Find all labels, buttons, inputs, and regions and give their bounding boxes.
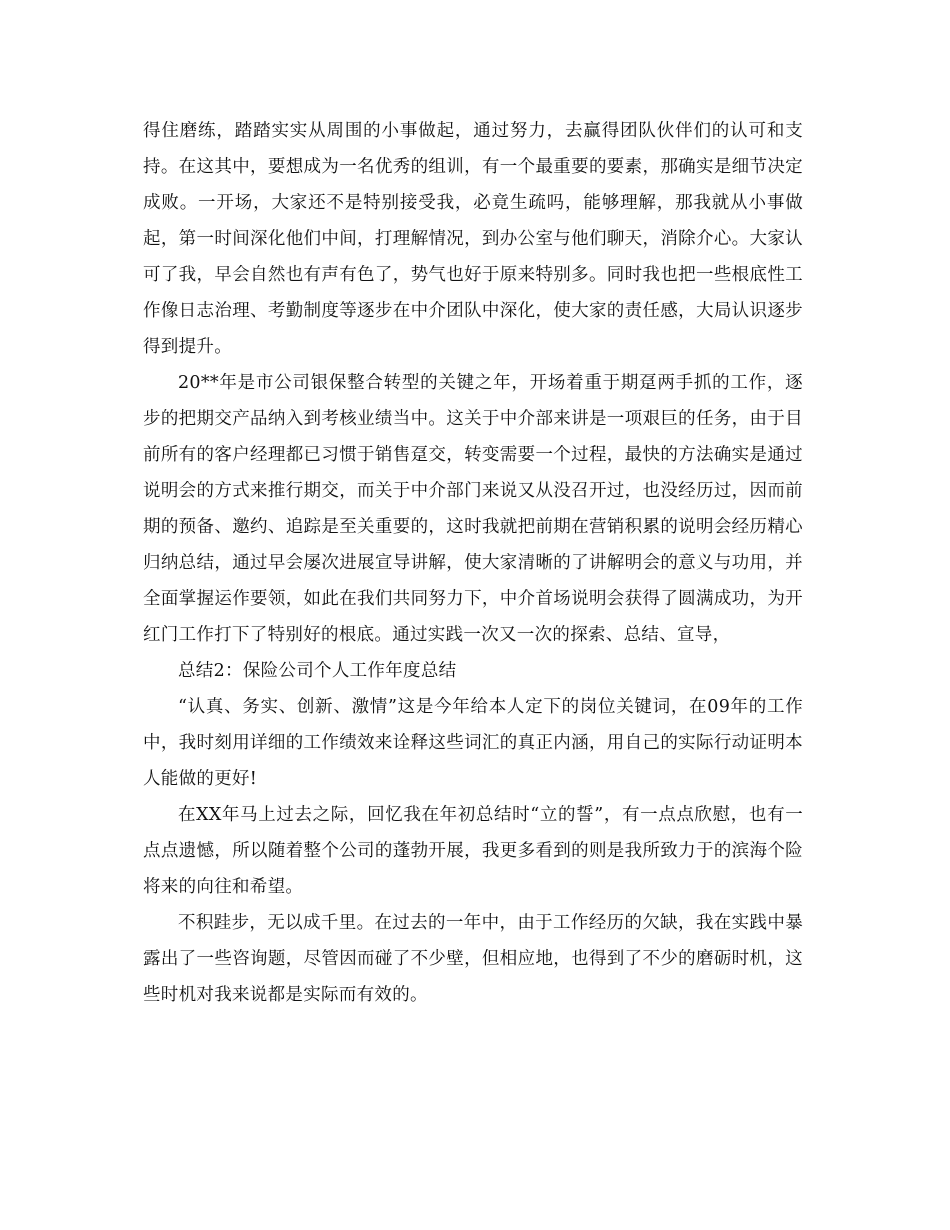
- paragraph-1: 得住磨练，踏踏实实从周围的小事做起，通过努力，去赢得团队伙伴们的认可和支持。在这其中，要想成为一名优秀的组训，有一个最重要的要素，那确实是细节决定成败。一开场，大家还不是特别接受我，必竟生疏吗，能够理解，那我就从小事做起，第一时间深化他们中间，打理解情况，到办公室与他们聊天，消除介心。大家认可了我，早会自然也有声有色了，势气也好于原来特别多。同时我也把一些根底性工作像日志治理、考勤制度等逐步在中介团队中深化，使大家的责任感，大局认识逐步得到提升。: [143, 121, 803, 357]
- section-heading: 总结2：保险公司个人工作年度总结: [178, 661, 457, 681]
- paragraph-5: 不积跬步，无以成千里。在过去的一年中，由于工作经历的欠缺，我在实践中暴露出了一些咨询题，尽管因而碰了不少壁，但相应地，也得到了不少的磨砺时机，这些时机对我来说都是实际而有效的。: [143, 913, 803, 1005]
- document-page: [143, 113, 803, 1013]
- paragraph-4: 在XX年马上过去之际，回忆我在年初总结时“立的誓”，有一点点欣慰，也有一点点遗憾，所以随着整个公司的蓬勃开展，我更多看到的则是我所致力于的滨海个险将来的向往和希望。: [143, 805, 803, 897]
- paragraph-2: 20**年是市公司银保整合转型的关键之年，开场着重于期趸两手抓的工作，逐步的把期交产品纳入到考核业绩当中。这关于中介部来讲是一项艰巨的任务，由于目前所有的客户经理都已习惯于销售趸交，转变需要一个过程，最快的方法确实是通过说明会的方式来推行期交，而关于中介部门来说又从没召开过，也没经历过，因而前期的预备、邀约、追踪是至关重要的，这时我就把前期在营销积累的说明会经历精心归纳总结，通过早会屡次进展宣导讲解，使大家清晰的了讲解明会的意义与功用，并全面掌握运作要领，如此在我们共同努力下，中介首场说明会获得了圆满成功，为开红门工作打下了特别好的根底。通过实践一次又一次的探索、总结、宣导，: [143, 373, 803, 645]
- paragraph-3: “认真、务实、创新、激情”这是今年给本人定下的岗位关键词，在09年的工作中，我时刻用详细的工作绩效来诠释这些词汇的真正内涵，用自己的实际行动证明本人能做的更好!: [143, 697, 803, 789]
